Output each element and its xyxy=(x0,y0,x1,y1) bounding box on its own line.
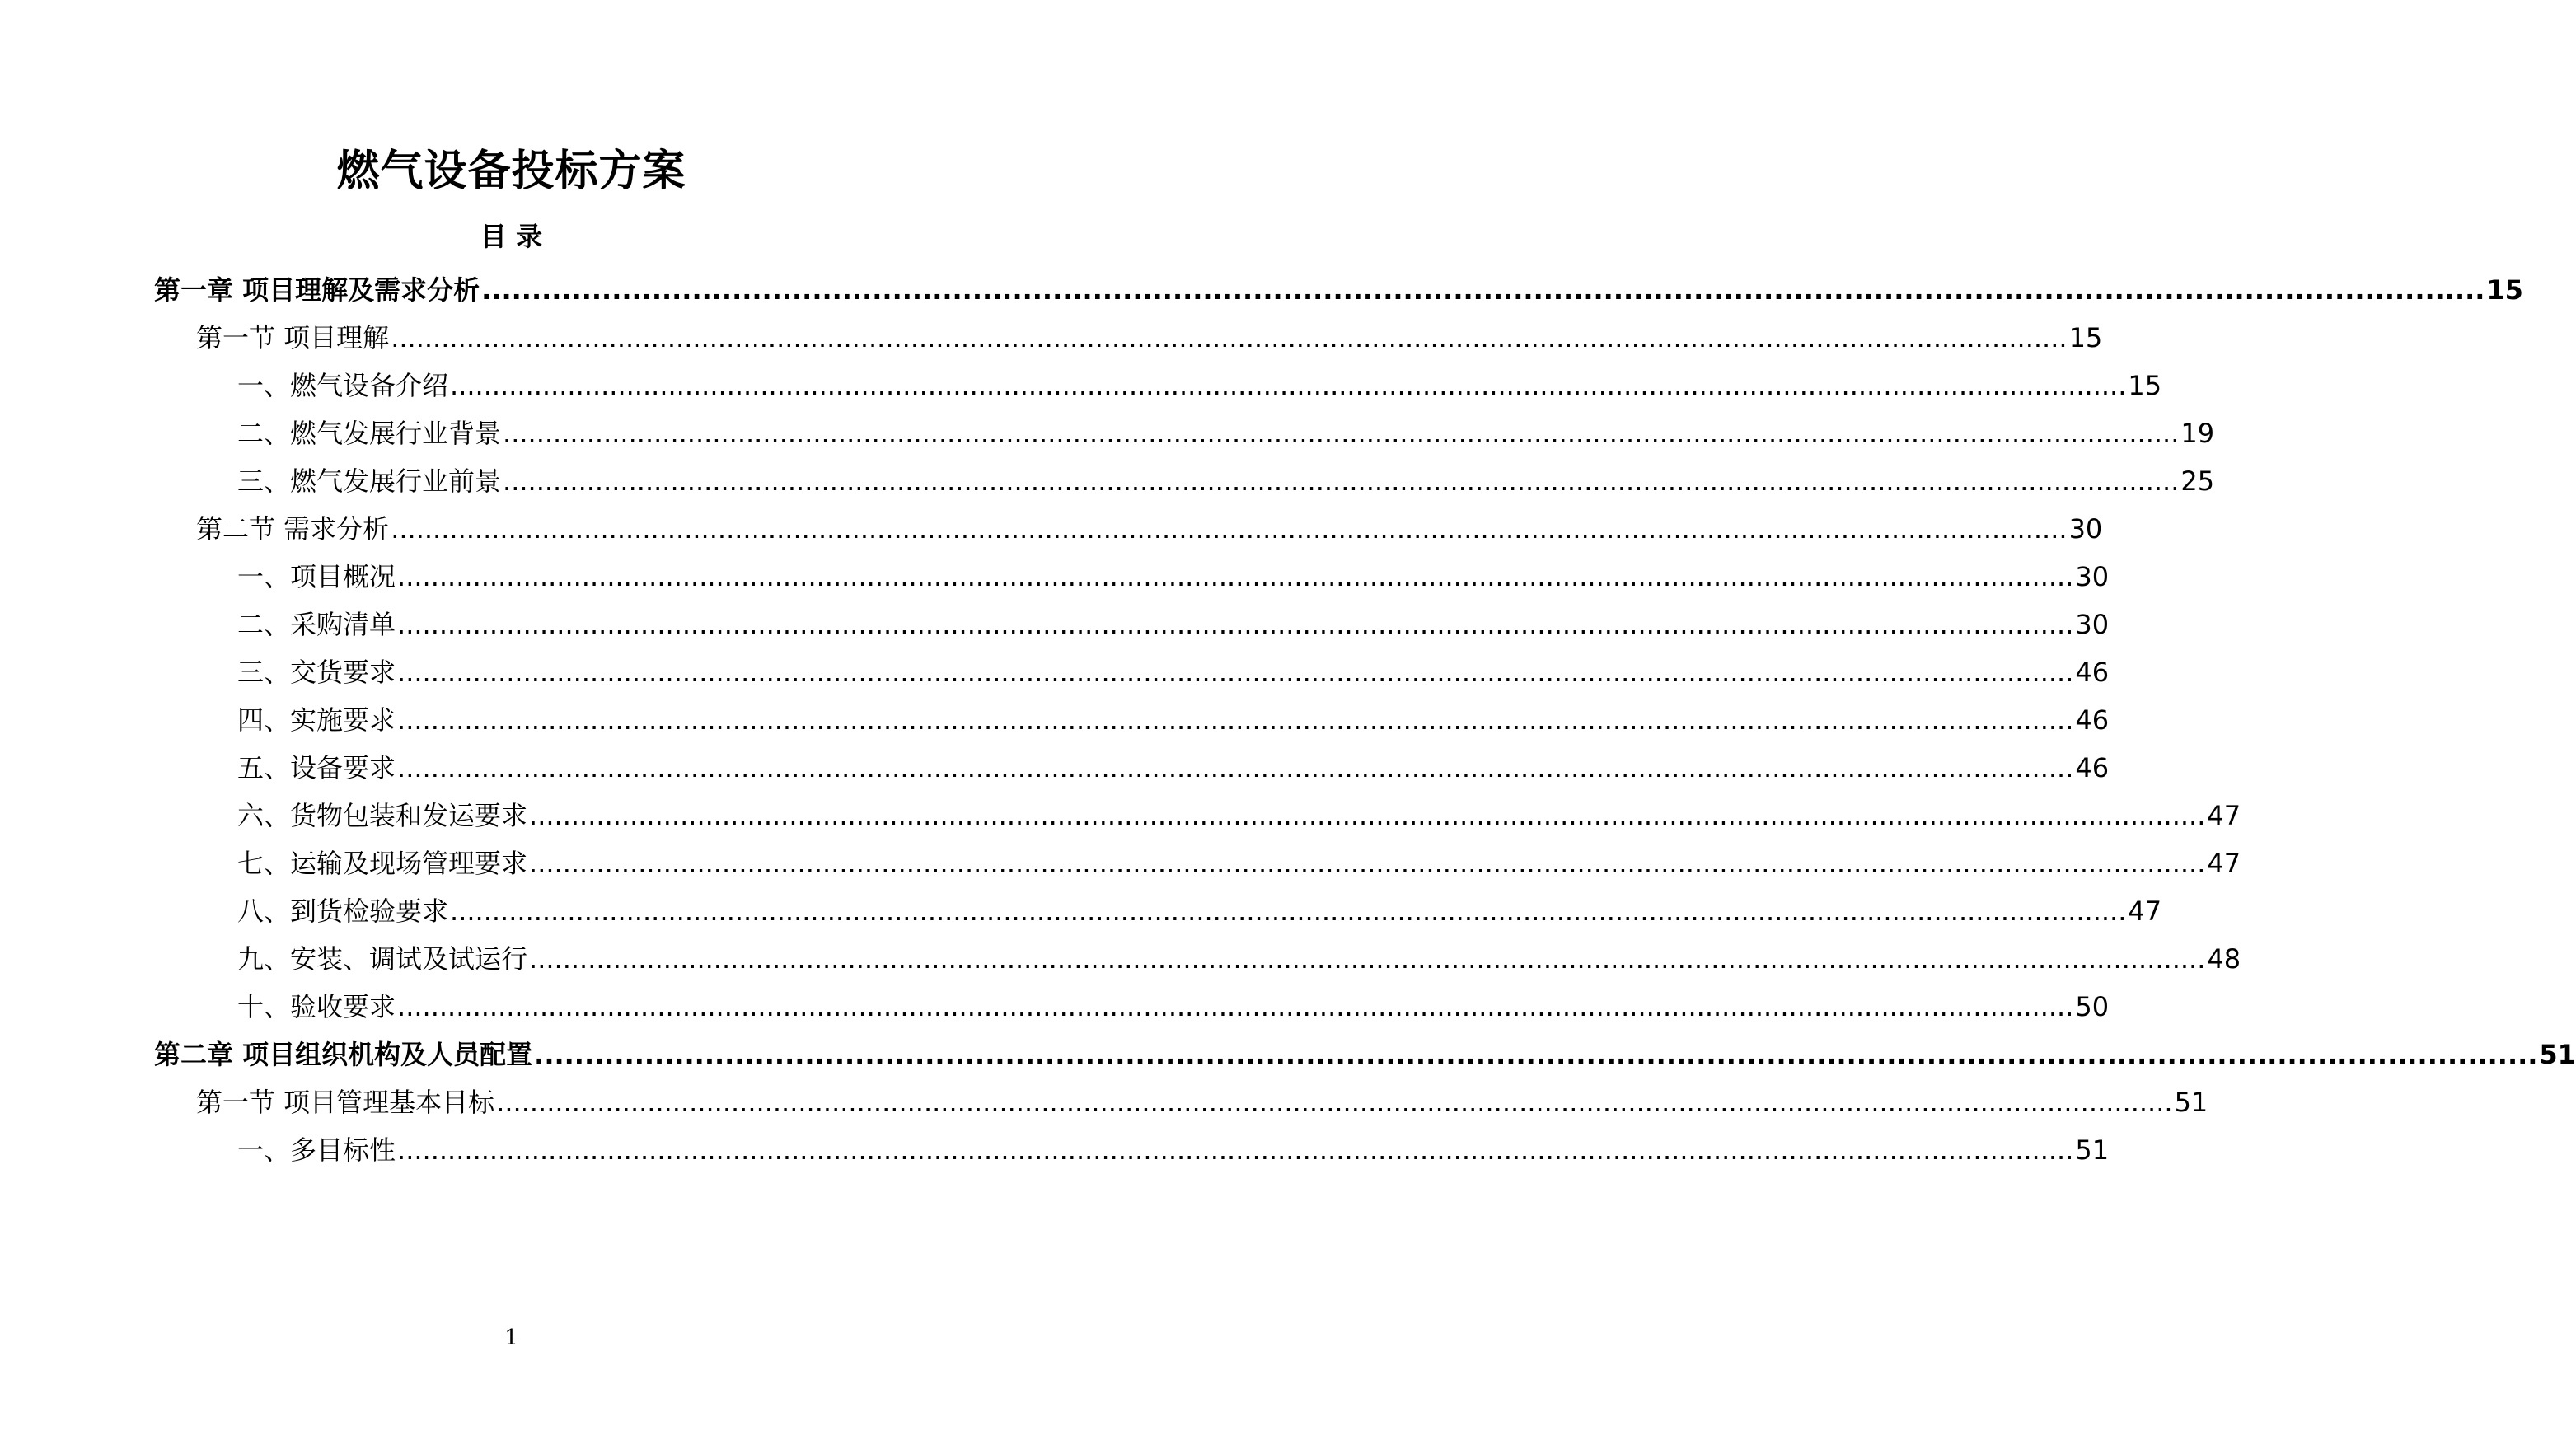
toc-dot-leader: ........................................................................................................................................................................................................ xyxy=(529,848,2206,879)
toc-dot-leader: ........................................................................................................................................................................................................ xyxy=(529,800,2206,831)
toc-entry-label: 第一节 项目管理基本目标 xyxy=(196,1087,495,1118)
toc-entry-label: 二、采购清单 xyxy=(237,609,396,640)
toc-dot-leader: ........................................................................................................................................................................................................ xyxy=(391,513,2068,545)
toc-entry-item[interactable] xyxy=(237,359,2162,412)
toc-entry-label: 五、设备要求 xyxy=(237,752,396,783)
toc-entry-page: 46 xyxy=(2075,704,2110,736)
toc-entry-item[interactable] xyxy=(237,885,2162,938)
toc-entry-page: 30 xyxy=(2075,609,2110,640)
toc-dot-leader: ........................................................................................................................................................................................................ xyxy=(397,561,2074,592)
toc-entry-item[interactable] xyxy=(237,550,2110,603)
toc-entry-page: 46 xyxy=(2075,752,2110,783)
toc-entry-label: 七、运输及现场管理要求 xyxy=(237,848,528,879)
toc-entry-page: 51 xyxy=(2174,1087,2208,1118)
toc-entry-label: 六、货物包装和发运要求 xyxy=(237,800,528,831)
toc-entry-page: 30 xyxy=(2068,513,2103,545)
toc-entry-section[interactable] xyxy=(196,1076,2208,1129)
toc-entry-page: 50 xyxy=(2075,991,2110,1022)
toc-entry-item[interactable] xyxy=(237,598,2110,651)
toc-entry-label: 一、多目标性 xyxy=(237,1134,396,1166)
toc-entry-label: 一、项目概况 xyxy=(237,561,396,592)
toc-entry-label: 三、燃气发展行业前景 xyxy=(237,465,502,497)
toc-entry-item[interactable] xyxy=(237,837,2241,890)
toc-entry-page: 47 xyxy=(2128,896,2162,927)
toc-entry-label: 第二节 需求分析 xyxy=(196,513,390,545)
page-number: 1 xyxy=(504,1326,518,1350)
toc-entry-page: 30 xyxy=(2075,561,2110,592)
toc-entry-page: 47 xyxy=(2207,800,2241,831)
toc-dot-leader: ........................................................................................................................................................................................................ xyxy=(391,322,2068,353)
toc-entry-chapter[interactable] xyxy=(154,264,2523,316)
toc-dot-leader: ........................................................................................................................................................................................................ xyxy=(481,274,2485,306)
toc-entry-label: 一、燃气设备介绍 xyxy=(237,370,449,401)
toc-entry-page: 47 xyxy=(2207,848,2241,879)
toc-dot-leader: ........................................................................................................................................................................................................ xyxy=(397,609,2074,640)
toc-entry-page: 51 xyxy=(2075,1134,2110,1166)
toc-dot-leader: ........................................................................................................................................................................................................ xyxy=(397,704,2074,736)
toc-entry-page: 48 xyxy=(2207,943,2241,975)
document-title: 燃气设备投标方案 xyxy=(336,147,686,196)
toc-entry-label: 十、验收要求 xyxy=(237,991,396,1022)
toc-entry-page: 15 xyxy=(2128,370,2162,401)
toc-entry-label: 九、安装、调试及试运行 xyxy=(237,943,528,975)
toc-entry-item[interactable] xyxy=(237,646,2110,699)
toc-entry-page: 51 xyxy=(2539,1039,2576,1070)
toc-entry-item[interactable] xyxy=(237,980,2110,1033)
toc-entry-item[interactable] xyxy=(237,933,2241,985)
toc-dot-leader: ........................................................................................................................................................................................................ xyxy=(397,752,2074,783)
toc-entry-label: 第一章 项目理解及需求分析 xyxy=(154,274,480,306)
toc-entry-label: 第一节 项目理解 xyxy=(196,322,390,353)
toc-entry-chapter[interactable] xyxy=(154,1028,2576,1081)
toc-dot-leader: ........................................................................................................................................................................................................ xyxy=(503,418,2180,449)
toc-entry-section[interactable] xyxy=(196,503,2103,555)
toc-entry-item[interactable] xyxy=(237,455,2215,507)
toc-entry-label: 四、实施要求 xyxy=(237,704,396,736)
toc-dot-leader: ........................................................................................................................................................................................................ xyxy=(534,1039,2538,1070)
toc-dot-leader: ........................................................................................................................................................................................................ xyxy=(450,896,2127,927)
toc-entry-page: 19 xyxy=(2180,418,2215,449)
toc-entry-item[interactable] xyxy=(237,407,2215,460)
toc-entry-item[interactable] xyxy=(237,1124,2110,1176)
toc-dot-leader: ........................................................................................................................................................................................................ xyxy=(397,991,2074,1022)
toc-entry-page: 25 xyxy=(2180,465,2215,497)
toc-entry-page: 46 xyxy=(2075,657,2110,688)
toc-entry-page: 15 xyxy=(2486,274,2523,306)
toc-entry-item[interactable] xyxy=(237,789,2241,842)
toc-entry-section[interactable] xyxy=(196,311,2103,364)
toc-dot-leader: ........................................................................................................................................................................................................ xyxy=(397,1134,2074,1166)
toc-entry-page: 15 xyxy=(2068,322,2103,353)
toc-entry-label: 八、到货检验要求 xyxy=(237,896,449,927)
toc-entry-label: 三、交货要求 xyxy=(237,657,396,688)
toc-dot-leader: ........................................................................................................................................................................................................ xyxy=(529,943,2206,975)
toc-entry-label: 二、燃气发展行业背景 xyxy=(237,418,502,449)
toc-dot-leader: ........................................................................................................................................................................................................ xyxy=(397,657,2074,688)
toc-dot-leader: ........................................................................................................................................................................................................ xyxy=(450,370,2127,401)
toc-heading: 目 录 xyxy=(480,221,543,252)
toc-dot-leader: ........................................................................................................................................................................................................ xyxy=(496,1087,2173,1118)
toc-entry-item[interactable] xyxy=(237,694,2110,746)
toc-entry-label: 第二章 项目组织机构及人员配置 xyxy=(154,1039,533,1070)
toc-entry-item[interactable] xyxy=(237,741,2110,794)
toc-dot-leader: ........................................................................................................................................................................................................ xyxy=(503,465,2180,497)
